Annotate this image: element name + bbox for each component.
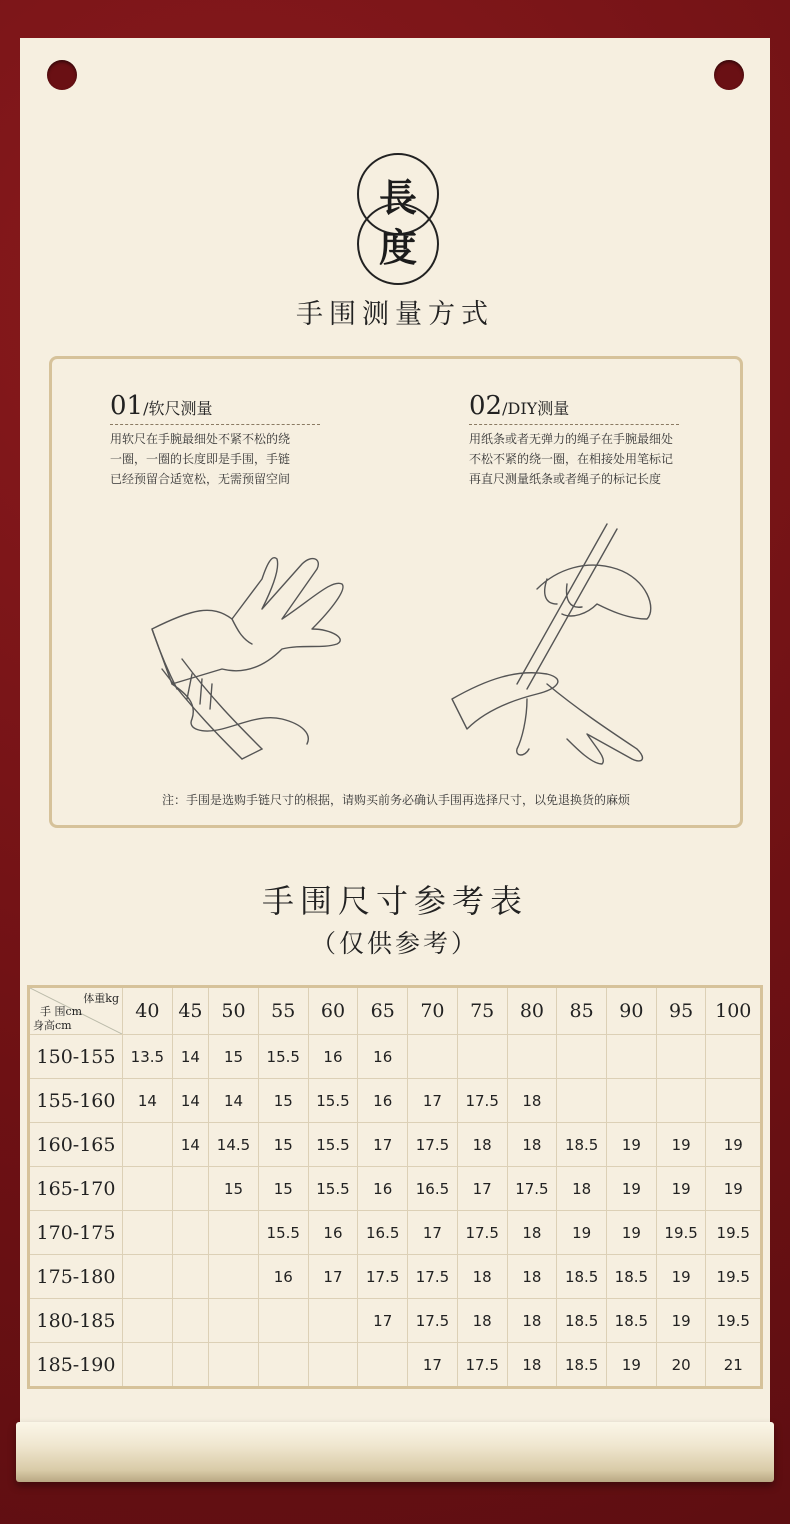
wrist-size-cell: 17.5: [507, 1167, 557, 1211]
wrist-size-cell: [123, 1343, 173, 1388]
weight-header: 70: [408, 987, 458, 1035]
step-description: [469, 429, 699, 489]
table-row: [29, 1299, 762, 1343]
wrist-size-cell: 17.5: [408, 1123, 458, 1167]
wrist-size-cell: [172, 1211, 208, 1255]
wrist-size-cell: 19: [706, 1123, 762, 1167]
weight-header: 55: [258, 987, 308, 1035]
table-row: [29, 1343, 762, 1388]
wrist-size-cell: 18: [507, 1255, 557, 1299]
wrist-size-cell: [607, 1035, 657, 1079]
hanging-hole-right: [714, 60, 744, 90]
wrist-size-cell: [209, 1299, 259, 1343]
wrist-size-cell: 18.5: [607, 1255, 657, 1299]
wrist-size-cell: 15: [209, 1167, 259, 1211]
wrist-size-cell: 15.5: [308, 1167, 358, 1211]
wrist-size-cell: 18: [557, 1167, 607, 1211]
weight-header: 80: [507, 987, 557, 1035]
weight-header: 95: [656, 987, 706, 1035]
table-row: [29, 1167, 762, 1211]
wrist-size-cell: 19: [607, 1211, 657, 1255]
wrist-size-cell: [123, 1211, 173, 1255]
height-range-cell: 170-175: [29, 1211, 123, 1255]
step-soft-ruler: [110, 391, 320, 489]
wrist-size-cell: 17: [358, 1299, 408, 1343]
height-range-cell: 150-155: [29, 1035, 123, 1079]
wrist-size-cell: 19.5: [656, 1211, 706, 1255]
wrist-size-cell: 18.5: [557, 1123, 607, 1167]
wrist-size-cell: 18: [457, 1123, 507, 1167]
corner-height-label: 身高cm: [33, 1019, 72, 1032]
wrist-size-cell: [607, 1079, 657, 1123]
wrist-size-cell: [457, 1035, 507, 1079]
wrist-size-cell: 16: [358, 1079, 408, 1123]
wrist-size-cell: [706, 1079, 762, 1123]
scroll-roller: [16, 1422, 774, 1482]
wrist-size-cell: 17.5: [457, 1211, 507, 1255]
badge-length-top: 長: [357, 153, 439, 235]
wrist-size-cell: [172, 1167, 208, 1211]
wrist-size-cell: [308, 1343, 358, 1388]
wrist-size-cell: [258, 1343, 308, 1388]
wrist-size-cell: 15.5: [308, 1123, 358, 1167]
wrist-size-cell: 15.5: [308, 1079, 358, 1123]
step-label: /DIY测量: [502, 399, 570, 418]
size-note: 注：手围是选购手链尺寸的根据，请购买前务必确认手围再选择尺寸，以免退换货的麻烦: [161, 793, 630, 807]
step-line: 用软尺在手腕最细处不紧不松的绕: [110, 432, 291, 446]
wrist-size-cell: [656, 1079, 706, 1123]
height-range-cell: 185-190: [29, 1343, 123, 1388]
step-line: 已经预留合适宽松，无需预留空间: [110, 472, 291, 486]
wrist-size-cell: 19: [656, 1167, 706, 1211]
table-title: 手围尺寸参考表: [261, 882, 528, 920]
wrist-size-cell: [557, 1079, 607, 1123]
wrist-size-cell: [408, 1035, 458, 1079]
hanging-hole-left: [47, 60, 77, 90]
wrist-size-cell: [172, 1255, 208, 1299]
wrist-size-cell: 19: [656, 1255, 706, 1299]
step-number: 02: [469, 391, 503, 421]
wrist-size-cell: [308, 1299, 358, 1343]
weight-header: 65: [358, 987, 408, 1035]
wrist-size-cell: [172, 1299, 208, 1343]
wrist-size-cell: 14: [123, 1079, 173, 1123]
wrist-size-cell: 18: [507, 1123, 557, 1167]
table-row: [29, 1123, 762, 1167]
wrist-size-cell: 18.5: [557, 1343, 607, 1388]
wrist-size-cell: [209, 1211, 259, 1255]
wrist-size-cell: [123, 1167, 173, 1211]
wrist-size-cell: 16: [308, 1035, 358, 1079]
wrist-size-cell: 20: [656, 1343, 706, 1388]
soft-ruler-hand-illustration: [132, 509, 392, 769]
wrist-size-cell: 19: [706, 1167, 762, 1211]
wrist-size-cell: 13.5: [123, 1035, 173, 1079]
wrist-size-cell: 17.5: [358, 1255, 408, 1299]
wrist-size-cell: 17: [457, 1167, 507, 1211]
wrist-size-cell: 21: [706, 1343, 762, 1388]
wrist-size-cell: 19: [656, 1123, 706, 1167]
wrist-size-cell: 15: [258, 1123, 308, 1167]
wrist-size-cell: [209, 1343, 259, 1388]
wrist-size-cell: [123, 1255, 173, 1299]
step-heading: [110, 391, 320, 425]
wrist-size-cell: 18: [457, 1299, 507, 1343]
weight-header: 40: [123, 987, 173, 1035]
weight-header: 45: [172, 987, 208, 1035]
table-corner-header: [29, 987, 123, 1035]
wrist-size-cell: 17: [358, 1123, 408, 1167]
step-description: [110, 429, 340, 489]
weight-header: 100: [706, 987, 762, 1035]
wrist-size-cell: [123, 1299, 173, 1343]
wrist-size-cell: [209, 1255, 259, 1299]
wrist-size-cell: 18.5: [557, 1255, 607, 1299]
table-row: [29, 1035, 762, 1079]
step-heading: [469, 391, 679, 425]
height-range-cell: 160-165: [29, 1123, 123, 1167]
table-row: [29, 1211, 762, 1255]
wrist-size-cell: 14: [172, 1079, 208, 1123]
diy-string-hand-illustration: [447, 509, 707, 769]
wrist-size-cell: 15: [258, 1167, 308, 1211]
wrist-size-cell: 17.5: [457, 1343, 507, 1388]
measure-panel: [49, 356, 743, 828]
wrist-size-cell: 18.5: [607, 1299, 657, 1343]
step-line: 一圈，一圈的长度即是手围，手链: [110, 452, 291, 466]
weight-header: 75: [457, 987, 507, 1035]
table-subtitle: （仅供参考）: [310, 929, 479, 958]
size-reference-table: [27, 985, 763, 1389]
wrist-size-cell: 19: [607, 1343, 657, 1388]
table-row: [29, 1079, 762, 1123]
wrist-size-cell: 19.5: [706, 1211, 762, 1255]
wrist-size-cell: 19: [607, 1167, 657, 1211]
wrist-size-cell: 19.5: [706, 1299, 762, 1343]
wrist-size-cell: 14.5: [209, 1123, 259, 1167]
wrist-size-cell: 17: [408, 1343, 458, 1388]
scroll-paper: [20, 38, 770, 1428]
wrist-size-cell: 15.5: [258, 1035, 308, 1079]
wrist-size-cell: 17: [408, 1211, 458, 1255]
wrist-size-cell: [358, 1343, 408, 1388]
wrist-size-cell: 17.5: [457, 1079, 507, 1123]
wrist-size-cell: 16.5: [408, 1167, 458, 1211]
step-line: 用纸条或者无弹力的绳子在手腕最细处: [469, 432, 674, 446]
wrist-size-cell: 15.5: [258, 1211, 308, 1255]
wrist-size-cell: 18: [507, 1299, 557, 1343]
wrist-size-cell: 18: [507, 1343, 557, 1388]
wrist-size-cell: 18: [457, 1255, 507, 1299]
wrist-size-cell: [706, 1035, 762, 1079]
wrist-size-cell: 14: [209, 1079, 259, 1123]
wrist-size-cell: 18: [507, 1079, 557, 1123]
wrist-size-cell: [123, 1123, 173, 1167]
wrist-size-cell: 19: [656, 1299, 706, 1343]
wrist-size-cell: 14: [172, 1123, 208, 1167]
wrist-size-cell: 16.5: [358, 1211, 408, 1255]
wrist-size-cell: 19: [607, 1123, 657, 1167]
wrist-size-cell: 17: [408, 1079, 458, 1123]
step-number: 01: [110, 391, 144, 421]
section-title: 手围测量方式: [296, 299, 494, 330]
wrist-size-cell: [172, 1343, 208, 1388]
height-range-cell: 180-185: [29, 1299, 123, 1343]
wrist-size-cell: 19: [557, 1211, 607, 1255]
wrist-size-cell: 16: [308, 1211, 358, 1255]
wrist-size-cell: 17.5: [408, 1255, 458, 1299]
step-diy: [469, 391, 679, 489]
wrist-size-cell: [656, 1035, 706, 1079]
step-line: 再直尺测量纸条或者绳子的标记长度: [469, 472, 662, 486]
weight-header: 90: [607, 987, 657, 1035]
height-range-cell: 165-170: [29, 1167, 123, 1211]
wrist-size-cell: [507, 1035, 557, 1079]
wrist-size-cell: 17.5: [408, 1299, 458, 1343]
wrist-size-cell: 14: [172, 1035, 208, 1079]
step-label: /软尺测量: [143, 399, 213, 418]
wrist-size-cell: [557, 1035, 607, 1079]
weight-header: 60: [308, 987, 358, 1035]
wrist-size-cell: 16: [358, 1167, 408, 1211]
wrist-size-cell: 16: [258, 1255, 308, 1299]
wrist-size-cell: 18.5: [557, 1299, 607, 1343]
wrist-size-cell: 16: [358, 1035, 408, 1079]
wrist-size-cell: 15: [258, 1079, 308, 1123]
wrist-size-cell: 15: [209, 1035, 259, 1079]
wrist-size-cell: 19.5: [706, 1255, 762, 1299]
wrist-size-cell: 17: [308, 1255, 358, 1299]
table-header-row: [29, 987, 762, 1035]
corner-weight-label: 体重kg: [83, 992, 119, 1005]
weight-header: 50: [209, 987, 259, 1035]
height-range-cell: 155-160: [29, 1079, 123, 1123]
corner-wrist-label: 手 围cm: [40, 1005, 83, 1018]
weight-header: 85: [557, 987, 607, 1035]
height-range-cell: 175-180: [29, 1255, 123, 1299]
wrist-size-cell: [258, 1299, 308, 1343]
table-row: [29, 1255, 762, 1299]
wrist-size-cell: 18: [507, 1211, 557, 1255]
badge-length-bottom: 度: [357, 203, 439, 285]
step-line: 不松不紧的绕一圈，在相接处用笔标记: [469, 452, 674, 466]
